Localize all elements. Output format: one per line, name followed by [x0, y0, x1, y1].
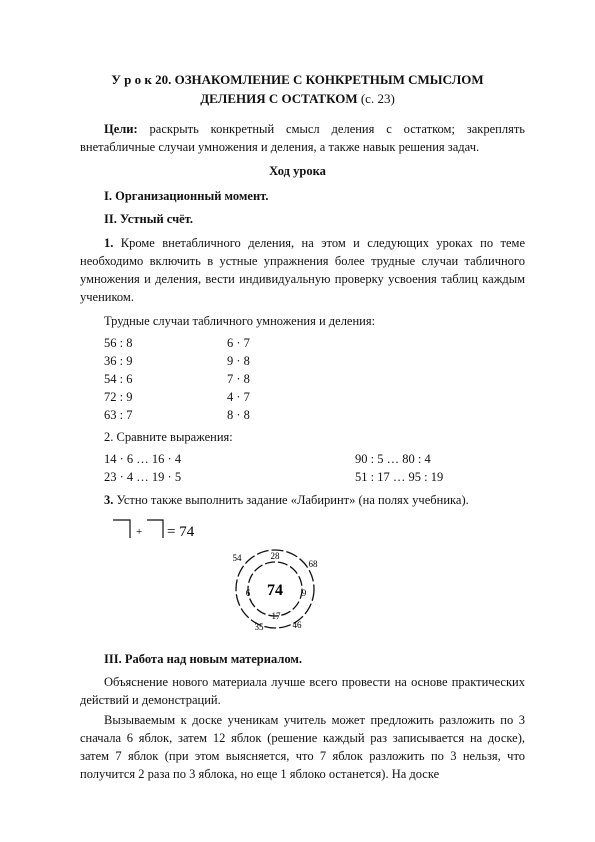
task-2-label: 2. Сравните выражения: — [104, 430, 233, 444]
lesson-number: У р о к 20. — [111, 72, 172, 87]
labyrinth-center: 74 — [267, 582, 283, 599]
section-oral-count: II. Устный счёт. — [104, 212, 194, 226]
hard-cases-label: Трудные случаи табличного умножения и деления: — [104, 314, 376, 328]
explanation-paragraph: Объяснение нового материала лучше всего провести на основе практических действий и демонстраций. — [80, 675, 525, 707]
course-heading: Ход урока — [269, 164, 326, 178]
compare-expression: 23 · 4 … 19 · 5 — [104, 470, 182, 484]
blank-box-2 — [147, 520, 163, 538]
blank-box-1 — [113, 520, 130, 538]
title-line-2: ДЕЛЕНИЯ С ОСТАТКОМ — [200, 91, 358, 106]
goals-label: Цели: — [104, 122, 138, 136]
multiplication-case: 7 · 8 — [227, 372, 250, 386]
section-organizational: I. Организационный момент. — [104, 189, 269, 203]
labyrinth-number: 54 — [232, 553, 242, 563]
section-new-material: III. Работа над новым материалом. — [104, 652, 302, 666]
task-1-text: Кроме внетабличного деления, на этом и следующих уроках по теме необходимо включить в устные упражнения более трудные случаи табличного умножения и деления, вести индивидуальную проверку усвоения таблиц каждым учеником. — [80, 236, 525, 304]
task-1-paragraph — [80, 234, 525, 306]
labyrinth-formula — [110, 512, 230, 542]
task-3-text: Устно также выполнить задание «Лабиринт» (на полях учебника). — [116, 493, 469, 507]
task-3-paragraph — [104, 491, 469, 509]
labyrinth-number: 9 — [301, 588, 307, 598]
formula-result: = 74 — [167, 524, 195, 540]
division-case: 72 : 9 — [104, 390, 133, 404]
multiplication-case: 4 · 7 — [227, 390, 250, 404]
labyrinth-diagram — [220, 542, 330, 642]
labyrinth-number: 6 — [245, 588, 251, 598]
labyrinth-number: 35 — [254, 622, 264, 632]
goals-paragraph — [80, 120, 525, 156]
division-case: 54 : 6 — [104, 372, 133, 386]
plus-sign: + — [136, 526, 143, 538]
labyrinth-number: 17 — [271, 611, 281, 621]
labyrinth-number: 28 — [270, 551, 280, 561]
division-case: 63 : 7 — [104, 408, 133, 422]
task-3-number: 3. — [104, 493, 114, 507]
labyrinth-number: 46 — [292, 620, 302, 630]
goals-text: раскрыть конкретный смысл деления с остатком; закреплять внетабличные случаи умножения и деления, а также навык решения задач. — [80, 122, 525, 154]
multiplication-case: 8 · 8 — [227, 408, 250, 422]
page-reference: (с. 23) — [360, 91, 395, 106]
division-case: 36 : 9 — [104, 354, 133, 368]
lesson-title — [60, 70, 535, 108]
compare-expression: 90 : 5 … 80 : 4 — [355, 452, 431, 466]
task-1-number: 1. — [104, 236, 114, 250]
compare-expression: 14 · 6 … 16 · 4 — [104, 452, 182, 466]
title-line-1: ОЗНАКОМЛЕНИЕ С КОНКРЕТНЫМ СМЫСЛОМ — [174, 72, 484, 87]
demonstration-paragraph: Вызываемым к доске ученикам учитель может предложить разложить по 3 сначала 6 яблок, затем 12 яблок (решение каждый раз записывается на доске), затем 7 яблок (при этом выясняется, что 7 яблок разложить по 3 нельзя, что получится 2 раза по 3 яблока, но еще 1 яблоко останется). На доске — [80, 713, 525, 781]
multiplication-case: 6 · 7 — [227, 336, 250, 350]
division-case: 56 : 8 — [104, 336, 133, 350]
labyrinth-number: 68 — [308, 559, 318, 569]
compare-expression: 51 : 17 … 95 : 19 — [355, 470, 444, 484]
multiplication-case: 9 · 8 — [227, 354, 250, 368]
